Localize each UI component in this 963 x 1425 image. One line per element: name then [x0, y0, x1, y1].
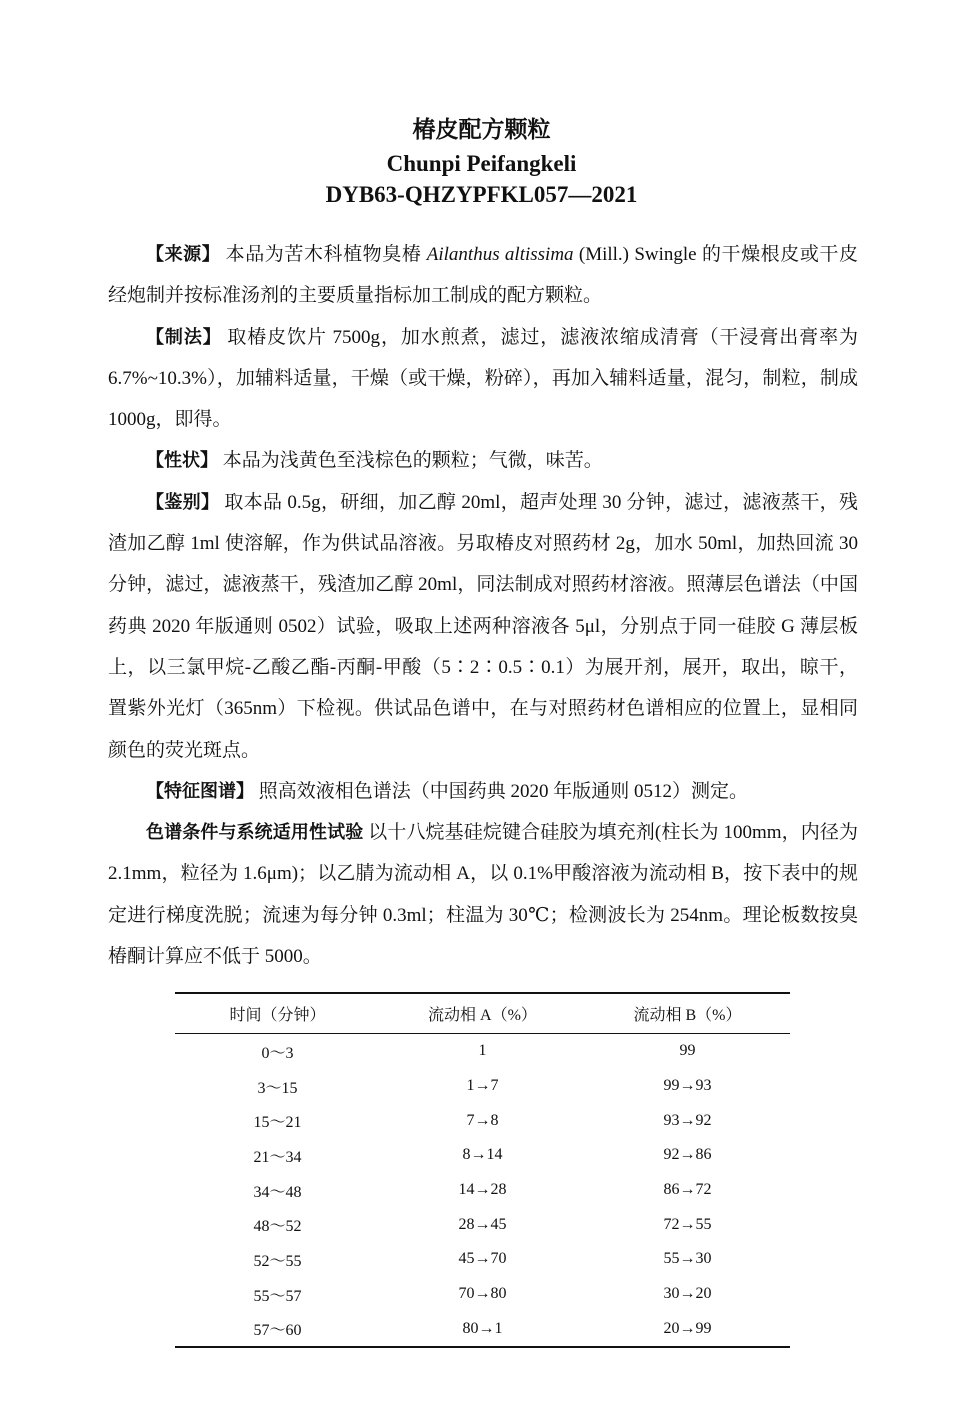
method-heading: 【制法】 [146, 326, 222, 348]
table-row [175, 1069, 790, 1104]
table-row [175, 1207, 790, 1242]
fingerprint-text: 照高效液相色谱法（中国药典 2020 年版通则 0512）测定。 [258, 780, 749, 802]
table-cell-phase-b: 93→92 [663, 1111, 712, 1129]
table-row [175, 1173, 790, 1208]
table-cell-phase-b: 86→72 [663, 1181, 712, 1199]
table-cell-phase-a: 80→1 [462, 1319, 503, 1337]
table-cell-phase-b: 92→86 [663, 1146, 712, 1164]
fingerprint-heading: 【特征图谱】 [146, 780, 254, 802]
title-chinese: 椿皮配方颗粒 [412, 117, 551, 143]
source-text-before: 本品为苦木科植物臭椿 [225, 244, 427, 265]
table-cell-time: 34～48 [253, 1183, 302, 1201]
properties-paragraph [108, 440, 858, 481]
table-cell-phase-b: 55→30 [663, 1250, 712, 1268]
source-heading: 【来源】 [146, 244, 221, 265]
table-cell-time: 52～55 [253, 1252, 302, 1270]
table-row [175, 1277, 790, 1312]
table-cell-phase-a: 1 [478, 1042, 487, 1060]
table-cell-time: 0～3 [261, 1044, 294, 1062]
properties-heading: 【性状】 [146, 450, 218, 472]
table-header-time: 时间（分钟） [229, 1007, 326, 1024]
method-text: 取椿皮饮片 7500g，加水煎煮，滤过，滤液浓缩成清膏（干浸膏出膏率为 6.7%~10.3%），加辅料适量，干燥（或干燥，粉碎），再加入辅料适量，混匀，制粒，制成 1000g，即得。 [108, 326, 858, 431]
table-row [175, 1138, 790, 1173]
identification-heading: 【鉴别】 [146, 491, 220, 513]
table-cell-time: 3～15 [257, 1079, 298, 1097]
conditions-text: 以十八烷基硅烷键合硅胶为填充剂(柱长为 100mm，内径为 2.1mm，粒径为 1.6μm)；以乙腈为流动相 A，以 0.1%甲酸溶液为流动相 B，按下表中的规定进行梯度洗脱；流速为每分钟 0.3ml；柱温为 30℃；检测波长为 254nm。理论板数按臭椿酮计算应不低于 5000。 [108, 822, 859, 968]
method-paragraph [108, 317, 858, 441]
table-cell-phase-b: 99 [679, 1042, 696, 1060]
table-row [175, 1242, 790, 1277]
gradient-table [175, 992, 790, 1348]
source-text-after: (Mill.) Swingle 的干燥根皮或干皮经炮制并按标准汤剂的主要质量指标加工制成的配方颗粒。 [108, 244, 858, 307]
table-cell-phase-a: 7→8 [466, 1111, 499, 1129]
table-cell-time: 21～34 [253, 1148, 302, 1166]
table-cell-phase-b: 72→55 [663, 1215, 712, 1233]
document-body [108, 234, 858, 977]
table-row [175, 1312, 790, 1348]
table-header-phase-a: 流动相 A（%） [428, 1007, 537, 1024]
table-cell-phase-b: 99→93 [663, 1077, 712, 1095]
identification-text: 取本品 0.5g，研细，加乙醇 20ml，超声处理 30 分钟，滤过，滤液蒸干，残渣加乙醇 1ml 使溶解，作为供试品溶液。另取椿皮对照药材 2g，加水 50ml，加热回流 30 分钟，滤过，滤液蒸干，残渣加乙醇 20ml，同法制成对照药材溶液。照薄层色谱法（中国药典 2020 年版通则 0502）试验，吸取上述两种溶液各 5μl，分别点于同一硅胶 G 薄层板上，以三氯甲烷-乙酸乙酯-丙酮-甲酸（5∶2∶0.5∶0.1）为展开剂，展开，取出，晾干，置紫外光灯（365nm）下检视。供试品色谱中，在与对照药材色谱相应的位置上，显相同颜色的荧光斑点。 [108, 491, 859, 761]
table-cell-phase-a: 1→7 [466, 1077, 499, 1095]
table-row [175, 1034, 790, 1069]
source-latin-name: Ailanthus altissima [426, 244, 574, 265]
table-cell-time: 48～52 [253, 1218, 302, 1236]
properties-text: 本品为浅黄色至浅棕色的颗粒；气微，味苦。 [222, 450, 603, 472]
fingerprint-paragraph [108, 771, 858, 812]
table-cell-phase-a: 45→70 [458, 1250, 507, 1268]
table-cell-phase-a: 28→45 [458, 1215, 507, 1233]
table-cell-time: 15～21 [253, 1114, 302, 1132]
identification-paragraph [108, 482, 858, 771]
conditions-heading: 色谱条件与系统适用性试验 [146, 822, 364, 844]
source-paragraph [108, 234, 858, 317]
title-block [0, 112, 963, 210]
table-cell-phase-b: 30→20 [663, 1285, 712, 1303]
table-cell-phase-a: 14→28 [458, 1181, 507, 1199]
table-cell-phase-b: 20→99 [663, 1319, 712, 1337]
title-pinyin: Chunpi Peifangkeli [386, 151, 577, 176]
table-cell-phase-a: 8→14 [462, 1146, 503, 1164]
standard-code: DYB63-QHZYPFKL057—2021 [325, 182, 638, 207]
table-cell-time: 57～60 [253, 1322, 302, 1340]
conditions-paragraph [108, 812, 858, 977]
table-header-phase-b: 流动相 B（%） [633, 1007, 742, 1024]
table-row [175, 1103, 790, 1138]
table-cell-time: 55～57 [253, 1287, 302, 1305]
table-header-row [175, 993, 790, 1034]
table-cell-phase-a: 70→80 [458, 1285, 507, 1303]
